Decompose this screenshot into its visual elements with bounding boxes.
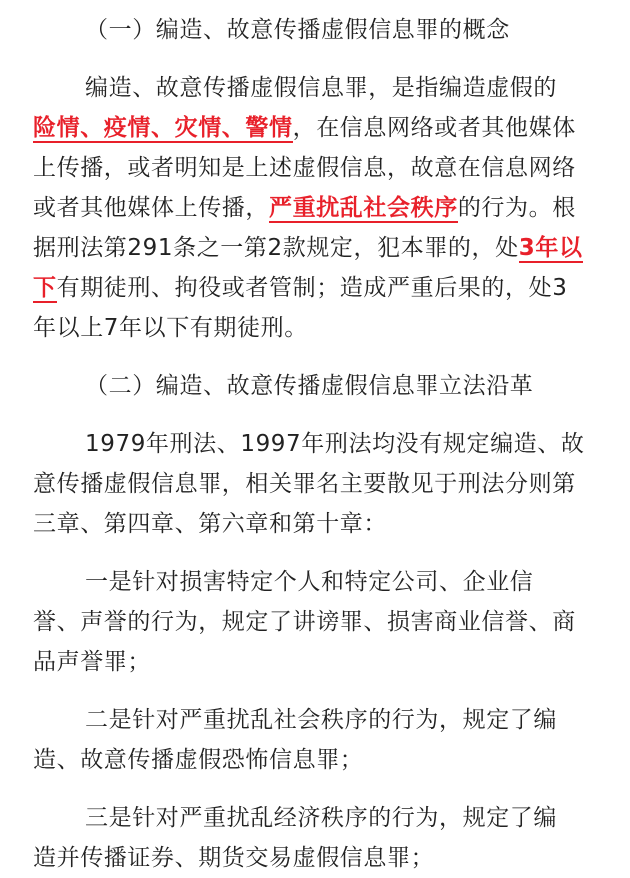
- paragraph-item-two: [33, 700, 600, 780]
- paragraph-line: 造、故意传播虚假恐怖信息罪；: [33, 747, 364, 773]
- paragraph-line: [33, 108, 600, 148]
- paragraph-line: 誉、声誉的行为，规定了讲谤罪、损害商业信誉、商: [33, 609, 576, 635]
- paragraph-line: 意传播虚假信息罪，相关罪名主要散见于刑法分则第: [33, 471, 576, 497]
- highlight-sentence: 3年以: [518, 235, 583, 261]
- paragraph-line: 编造、故意传播虚假信息罪，是指编造虚假的: [85, 75, 557, 101]
- highlight-situations: 险情、疫情、灾情、警情: [33, 115, 293, 141]
- text-fragment: 据刑法第291条之一第2款规定，犯本罪的，处: [33, 235, 519, 261]
- paragraph-line: 三是针对严重扰乱经济秩序的行为，规定了编: [85, 805, 557, 831]
- paragraph-line: 上传播，或者明知是上述虚假信息，故意在信息网络: [33, 155, 576, 181]
- paragraph-item-one: [33, 562, 600, 682]
- paragraph-concept: [33, 68, 600, 348]
- section-heading-history: （二）编造、故意传播虚假信息罪立法沿革: [85, 373, 534, 399]
- paragraph-line: 三章、第四章、第六章和第十章：: [33, 511, 387, 537]
- paragraph-item-three: [33, 798, 600, 878]
- paragraph-line: 年以上7年以下有期徒刑。: [33, 315, 308, 341]
- text-fragment: 有期徒刑、拘役或者管制；造成严重后果的，处3: [56, 275, 568, 301]
- paragraph-line: 造并传播证券、期货交易虚假信息罪；: [33, 845, 435, 871]
- text-fragment: 的行为。根: [457, 195, 576, 221]
- highlight-sentence-end: 下: [33, 275, 57, 301]
- paragraph-line: 一是针对损害特定个人和特定公司、企业信: [85, 569, 534, 595]
- paragraph-line: [33, 268, 600, 308]
- paragraph-history: [33, 424, 600, 544]
- highlight-social-order: 严重扰乱社会秩序: [269, 195, 458, 221]
- text-fragment: 或者其他媒体上传播，: [33, 195, 269, 221]
- text-fragment: ，在信息网络或者其他媒体: [292, 115, 576, 141]
- paragraph-line: [33, 188, 600, 228]
- paragraph-line: 二是针对严重扰乱社会秩序的行为，规定了编: [85, 707, 557, 733]
- paragraph-line: 品声誉罪；: [33, 649, 151, 675]
- paragraph-line: [33, 228, 600, 268]
- section-heading-concept: （一）编造、故意传播虚假信息罪的概念: [85, 17, 510, 43]
- paragraph-line: 1979年刑法、1997年刑法均没有规定编造、故: [85, 431, 585, 457]
